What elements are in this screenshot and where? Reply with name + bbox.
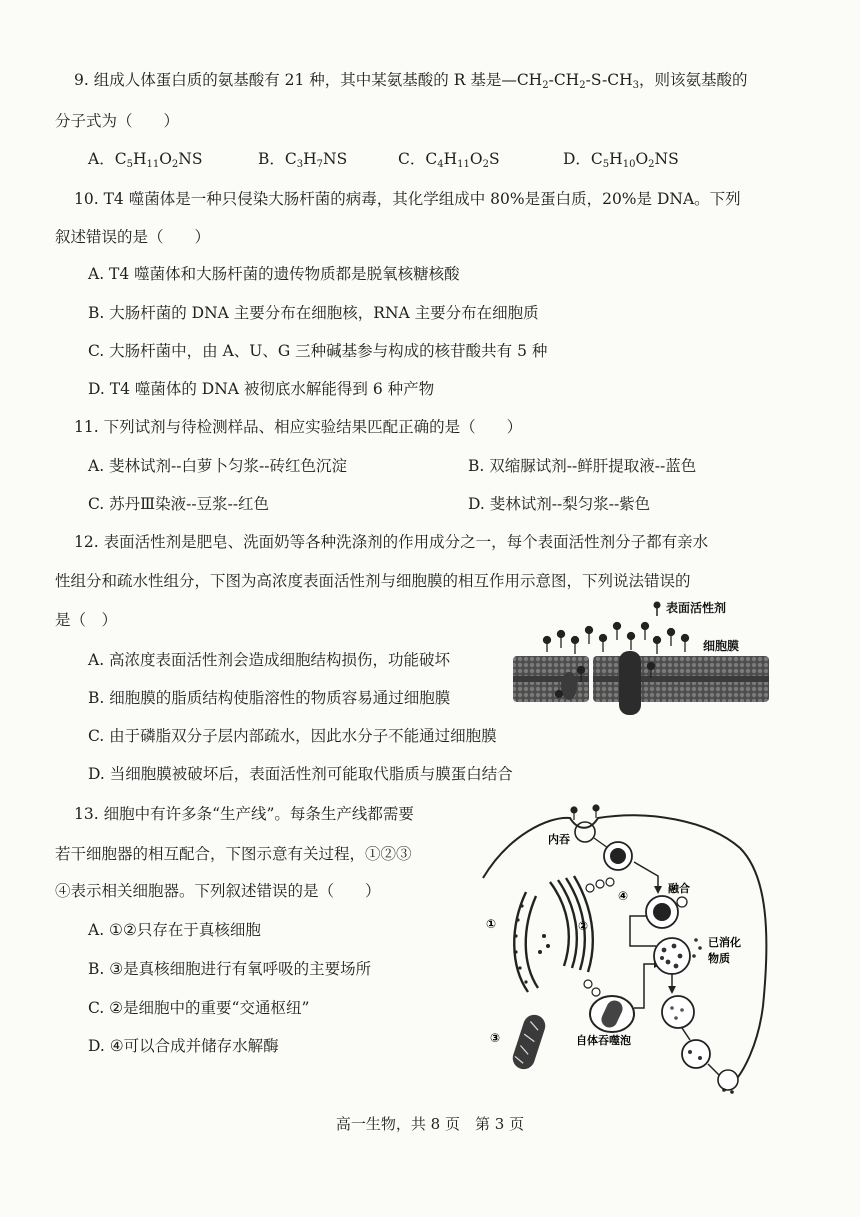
q10-stem-line1: 10. T4 噬菌体是一种只侵染大肠杆菌的病毒，其化学组成中 80%是蛋白质，20%是 DNA。下列 — [74, 190, 741, 208]
label-digested: 已消化 — [708, 936, 741, 949]
q12-option-d: D. 当细胞膜被破坏后，表面活性剂可能取代脂质与膜蛋白结合 — [88, 765, 513, 783]
label-fusion: 融合 — [668, 882, 690, 895]
membrane-fragment — [561, 672, 577, 700]
q13-option-a: A. ①②只存在于真核细胞 — [88, 921, 261, 939]
label-autophagosome: 自体吞噬泡 — [576, 1034, 631, 1047]
q13-stem-line3: ④表示相关细胞器。下列叙述错误的是（ ） — [55, 882, 381, 900]
label-organelle-4: ④ — [618, 889, 629, 903]
q10-stem-line2: 叙述错误的是（ ） — [55, 228, 211, 246]
exocytosis-vesicle — [718, 1070, 738, 1090]
residual-body-1 — [662, 996, 694, 1028]
digesting-lysosome — [654, 938, 690, 974]
label-digested-2: 物质 — [708, 952, 730, 965]
label-organelle-2: ② — [578, 919, 589, 933]
organelle-pathway-figure — [478, 796, 778, 1096]
q9-option-b: B．$C_3H_7NS$ — [258, 150, 348, 170]
endocytosed-particles — [571, 805, 599, 820]
q13-option-d: D. ④可以合成并储存水解酶 — [88, 1037, 279, 1055]
q10-option-d: D. T4 噬菌体的 DNA 被彻底水解能得到 6 种产物 — [88, 380, 435, 398]
q9-stem-line1: 9. 组成人体蛋白质的氨基酸有 21 种，其中某氨基酸的 R 基是$—CH_2-CH_2-S-CH_3$，则该氨基酸的 — [74, 71, 748, 91]
q12-stem-line2: 性组分和疏水性组分，下图为高浓度表面活性剂与细胞膜的相互作用示意图，下列说法错误的 — [55, 572, 691, 590]
endocytic-vesicle — [575, 822, 595, 842]
q12-stem-line1: 12. 表面活性剂是肥皂、洗面奶等各种洗涤剂的作用成分之一，每个表面活性剂分子都有亲水 — [74, 533, 709, 551]
label-endocytosis: 内吞 — [548, 833, 570, 846]
golgi-vesicles — [584, 878, 614, 996]
endoplasmic-reticulum — [514, 892, 538, 992]
q13-stem-line1: 13. 细胞中有许多条“生产线”。每条生产线都需要 — [74, 805, 414, 823]
q12-option-c: C. 由于磷脂双分子层内部疏水，因此水分子不能通过细胞膜 — [88, 727, 497, 745]
membrane-protein — [619, 651, 641, 715]
residual-body-2 — [682, 1040, 710, 1068]
page-footer: 高一生物，共 8 页 第 3 页 — [335, 1115, 525, 1133]
surfactant-label: 表面活性剂 — [666, 601, 727, 615]
q10-option-b: B. 大肠杆菌的 DNA 主要分布在细胞核，RNA 主要分布在细胞质 — [88, 304, 539, 322]
q9-options — [88, 148, 679, 176]
q9-option-d: D．$C_5H_{10}O_2NS$ — [563, 150, 679, 170]
q12-stem-line3: 是（ ） — [55, 611, 118, 629]
q9-stem-line2: 分子式为（ ） — [55, 112, 180, 130]
surfactant-legend-icon — [654, 602, 661, 617]
q11-stem: 11. 下列试剂与待检测样品、相应实验结果匹配正确的是（ ） — [74, 418, 523, 436]
q12-option-b: B. 细胞膜的脂质结构使脂溶性的物质容易通过细胞膜 — [88, 689, 451, 707]
q9-option-a: A．$C_5H_{11}O_2NS$ — [88, 150, 203, 170]
label-organelle-3: ③ — [490, 1031, 501, 1045]
mitochondrion — [510, 1012, 548, 1072]
q11-option-b: B. 双缩脲试剂--鲜肝提取液--蓝色 — [468, 457, 697, 475]
q9-option-c: C．$C_4H_{11}O_2S$ — [398, 150, 500, 170]
membrane-label: 细胞膜 — [703, 639, 740, 653]
q10-option-a: A. T4 噬菌体和大肠杆菌的遗传物质都是脱氧核糖核酸 — [88, 265, 460, 283]
er-ribosomes — [514, 904, 550, 983]
q13-option-b: B. ③是真核细胞进行有氧呼吸的主要场所 — [88, 960, 372, 978]
q12-option-a: A. 高浓度表面活性剂会造成细胞结构损伤，功能破坏 — [88, 651, 451, 669]
q13-stem-line2: 若干细胞器的相互配合，下图示意有关过程，①②③ — [55, 845, 412, 863]
q11-option-d: D. 斐林试剂--梨匀浆--紫色 — [468, 495, 651, 513]
q11-option-a: A. 斐林试剂--白萝卜匀浆--砖红色沉淀 — [88, 457, 347, 475]
q13-option-c: C. ②是细胞中的重要“交通枢纽” — [88, 999, 310, 1017]
surfactant-membrane-figure — [505, 596, 775, 721]
q10-option-c: C. 大肠杆菌中，由 A、U、G 三种碱基参与构成的核苷酸共有 5 种 — [88, 342, 548, 360]
q11-option-c: C. 苏丹Ⅲ染液--豆浆--红色 — [88, 495, 270, 513]
label-organelle-1: ① — [486, 917, 497, 931]
